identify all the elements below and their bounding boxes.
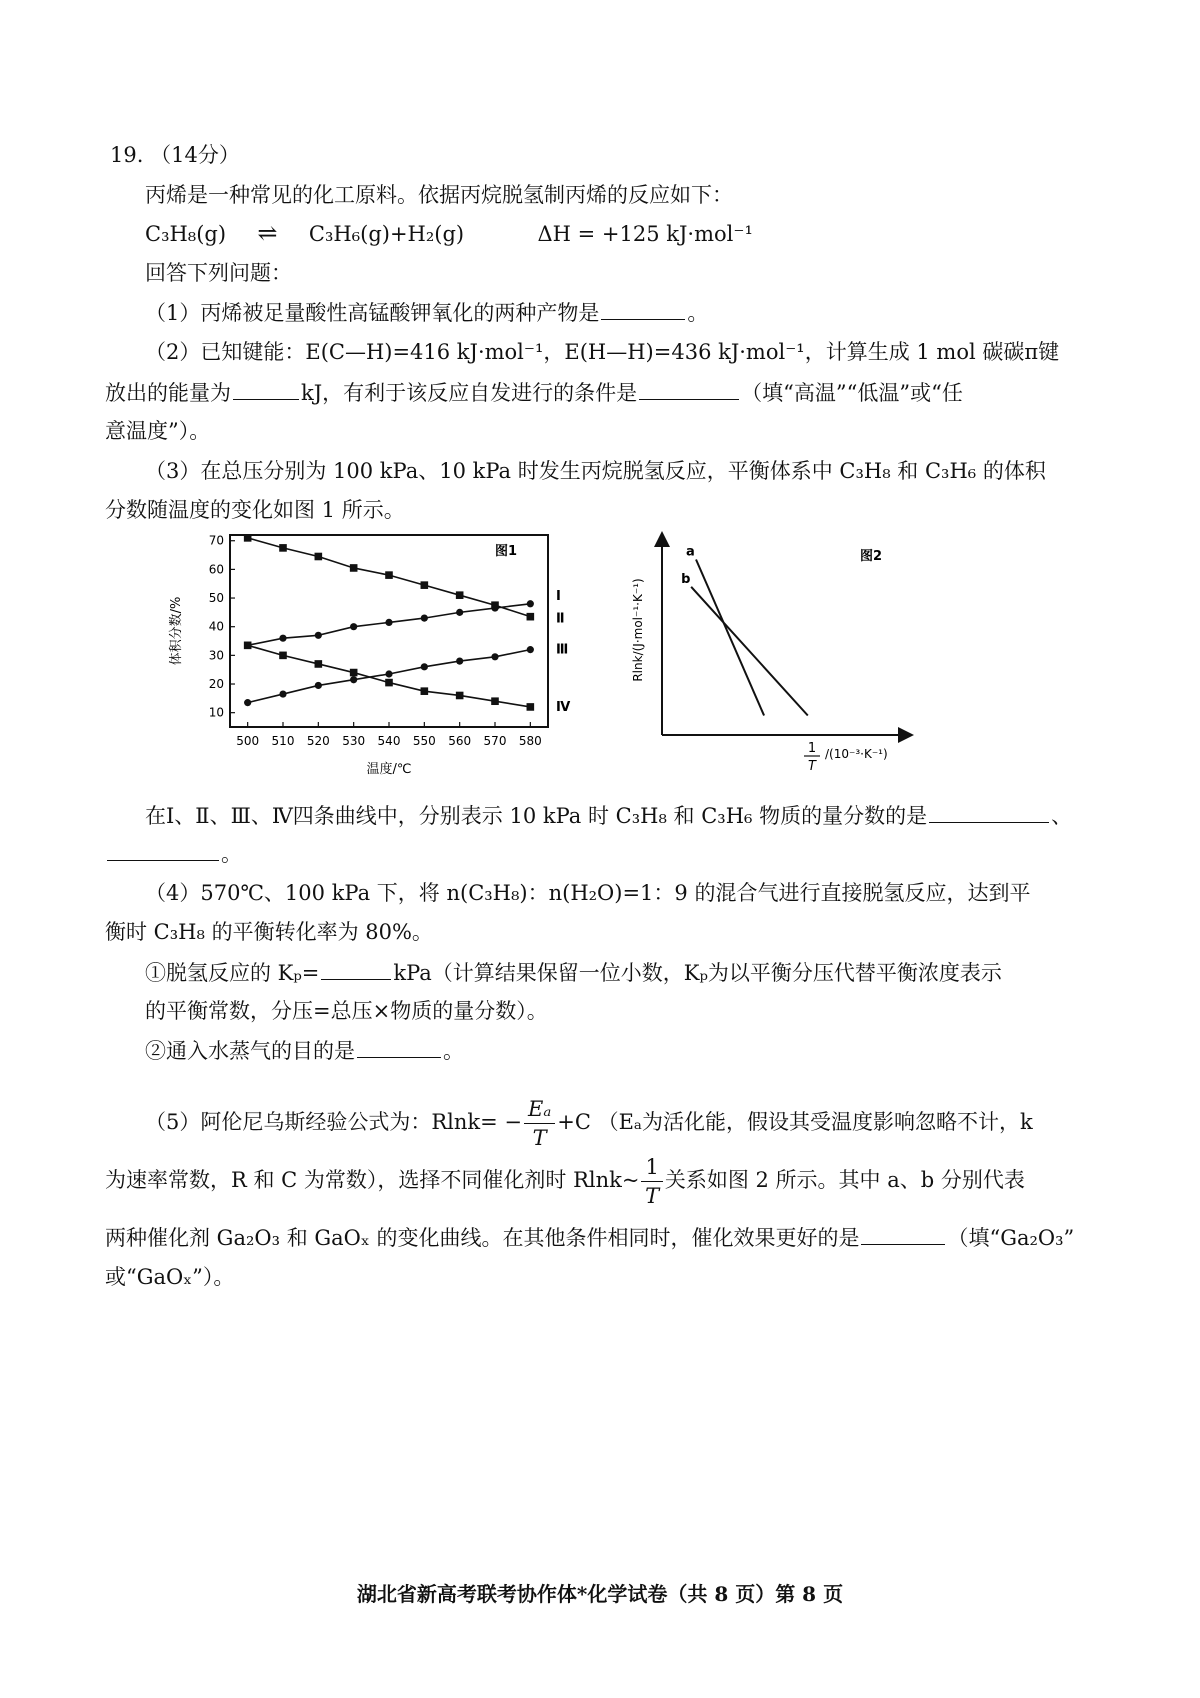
answer-blank-4b[interactable] bbox=[357, 1035, 441, 1058]
equation-left: C₃H₈(g) bbox=[145, 222, 227, 246]
answer-blank-4a[interactable] bbox=[321, 957, 391, 980]
figure-1-point bbox=[315, 682, 322, 689]
part-4-text-c1: ①脱氢反应的 Kₚ= bbox=[145, 961, 320, 985]
figure-2-series-line bbox=[696, 560, 764, 716]
figure-1-point bbox=[421, 687, 429, 695]
part-4-line-b: 衡时 C₃H₈ 的平衡转化率为 80%。 bbox=[105, 920, 433, 944]
figure-2-x-label-numerator: 1 bbox=[807, 741, 817, 756]
figure-1-y-tick-label: 50 bbox=[208, 591, 224, 606]
figure-2-series-line bbox=[691, 587, 808, 716]
figure-1-y-axis-label: 体积分数/% bbox=[169, 596, 184, 666]
figure-1-point bbox=[385, 670, 392, 677]
figure-1-point bbox=[315, 660, 323, 668]
equation-enthalpy: ΔH = +125 kJ·mol⁻¹ bbox=[537, 222, 753, 246]
part-1-end: 。 bbox=[687, 301, 709, 325]
figure-2-y-axis-label: Rlnk/(J·mol⁻¹·K⁻¹) bbox=[631, 578, 645, 682]
arrhenius-fraction bbox=[524, 1095, 555, 1152]
figure-1-x-tick-label: 550 bbox=[412, 734, 436, 748]
part-2-text-b1: 放出的能量为 bbox=[105, 381, 231, 405]
figure-1-y-tick-label: 30 bbox=[208, 648, 224, 663]
figure-1-y-tick-label: 40 bbox=[208, 619, 224, 634]
part-3-question-end: 。 bbox=[221, 842, 242, 866]
figure-1-chart bbox=[160, 525, 571, 785]
figure-1-x-tick-label: 520 bbox=[306, 734, 330, 748]
figure-1-series-label: Ⅰ bbox=[556, 588, 561, 604]
arrhenius-numerator: Eₐ bbox=[524, 1095, 555, 1124]
part-2-text-b2: kJ，有利于该反应自发进行的条件是 bbox=[301, 381, 638, 405]
figure-1-series-label: Ⅳ bbox=[556, 699, 571, 715]
question-number-text: 19. bbox=[110, 143, 144, 167]
figure-2-x-label-denominator: T bbox=[808, 759, 816, 774]
part-2-text-b3: （填“高温”“低温”或“任 bbox=[741, 381, 963, 405]
intro-text: 丙烯是一种常见的化工原料。依据丙烷脱氢制丙烯的反应如下： bbox=[145, 183, 733, 207]
figure-1-x-axis-label: 温度/℃ bbox=[366, 762, 412, 777]
figure-1-y-tick-label: 70 bbox=[208, 533, 224, 548]
part-5-text-b1: 为速率常数，R 和 C 为常数），选择不同催化剂时 Rlnk~ bbox=[105, 1168, 640, 1192]
part-3-line-a: （3）在总压分别为 100 kPa、10 kPa 时发生丙烷脱氢反应，平衡体系中 C₃H₈ 和 C₃H₆ 的体积 bbox=[145, 459, 1046, 483]
question-score: （14分） bbox=[150, 143, 240, 167]
part-3-question-line-a bbox=[145, 800, 1072, 831]
figure-1-point bbox=[527, 646, 534, 653]
figure-1-point bbox=[279, 635, 286, 642]
figure-1-point bbox=[350, 676, 357, 683]
figure-1-series-label: Ⅱ bbox=[556, 611, 565, 627]
figure-2-x-label-unit: /(10⁻³·K⁻¹) bbox=[825, 747, 888, 761]
figure-1-point bbox=[315, 632, 322, 639]
inverse-t-denominator: T bbox=[645, 1184, 660, 1208]
part-5-line-a bbox=[145, 1092, 1033, 1152]
figure-2-series-label: a bbox=[686, 544, 695, 560]
part-4-text-e: ②通入水蒸气的目的是 bbox=[145, 1039, 355, 1063]
figure-1-y-tick-label: 10 bbox=[208, 705, 224, 720]
inverse-t-numerator: 1 bbox=[641, 1153, 662, 1182]
figure-1-point bbox=[385, 619, 392, 626]
part-5-line-b bbox=[105, 1150, 1025, 1210]
part-3-line-b: 分数随温度的变化如图 1 所示。 bbox=[105, 498, 405, 522]
part-5-line-d: 或“GaOₓ”）。 bbox=[105, 1265, 235, 1289]
figure-1-point bbox=[385, 571, 393, 579]
figure-2-series-label: b bbox=[681, 571, 691, 587]
part-5-text-c2: （填“Ga₂O₃” bbox=[947, 1226, 1075, 1250]
figure-1-point bbox=[527, 600, 534, 607]
part-5-text-a2: +C （Eₐ为活化能，假设其受温度影响忽略不计，k bbox=[557, 1110, 1033, 1134]
equilibrium-arrow-icon: ⇌ bbox=[257, 219, 278, 247]
part-5-text-b2: 关系如图 2 所示。其中 a、b 分别代表 bbox=[664, 1168, 1025, 1192]
figure-1-point bbox=[244, 699, 251, 706]
answer-blank-3b[interactable] bbox=[107, 838, 219, 861]
figure-1-title: 图1 bbox=[495, 544, 518, 559]
part-4-line-e bbox=[145, 1035, 464, 1066]
question-number bbox=[110, 140, 240, 170]
figure-2-title: 图2 bbox=[860, 549, 883, 564]
figure-1-point bbox=[244, 642, 252, 650]
answer-blank-3a[interactable] bbox=[929, 800, 1049, 823]
part-2-line-c: 意温度”）。 bbox=[105, 419, 211, 443]
answer-blank-2a[interactable] bbox=[233, 377, 299, 400]
part-1-text: （1）丙烯被足量酸性高锰酸钾氧化的两种产物是 bbox=[145, 301, 600, 325]
figure-1-point bbox=[279, 652, 287, 660]
figure-1-point bbox=[456, 692, 464, 700]
part-4-line-c bbox=[145, 957, 1002, 988]
figure-1-point bbox=[315, 553, 323, 561]
part-4-line-d: 的平衡常数，分压=总压×物质的量分数）。 bbox=[145, 999, 548, 1023]
part-2-line-b bbox=[105, 377, 963, 408]
figure-1-series-label: Ⅲ bbox=[556, 642, 569, 658]
figure-1-point bbox=[456, 609, 463, 616]
part-5-text-a1: （5）阿伦尼乌斯经验公式为：Rlnk= − bbox=[145, 1110, 523, 1134]
part-4-line-a: （4）570℃、100 kPa 下，将 n(C₃H₈)：n(H₂O)=1：9 的混合气进行直接脱氢反应，达到平 bbox=[145, 881, 1031, 905]
figure-1-point bbox=[491, 697, 499, 705]
reaction-equation bbox=[145, 218, 753, 249]
equation-right: C₃H₆(g)+H₂(g) bbox=[308, 222, 465, 246]
figure-1-y-tick-label: 20 bbox=[208, 677, 224, 692]
figure-1-point bbox=[244, 534, 252, 542]
figure-1-x-tick-label: 510 bbox=[271, 734, 295, 748]
part-1 bbox=[145, 297, 708, 328]
figure-1-x-tick-label: 500 bbox=[236, 734, 260, 748]
figure-1-point bbox=[456, 591, 464, 599]
figure-1-point bbox=[350, 623, 357, 630]
answer-blank-5[interactable] bbox=[861, 1222, 945, 1245]
figure-1-point bbox=[279, 544, 287, 552]
figure-1-x-tick-label: 580 bbox=[518, 734, 542, 748]
figure-2-chart bbox=[620, 530, 920, 775]
figure-1-x-tick-label: 530 bbox=[342, 734, 366, 748]
figure-1-point bbox=[279, 690, 286, 697]
part-5-text-c1: 两种催化剂 Ga₂O₃ 和 GaOₓ 的变化曲线。在其他条件相同时，催化效果更好的是 bbox=[105, 1226, 860, 1250]
part-3-question-sep: 、 bbox=[1051, 804, 1073, 828]
figure-1-x-tick-label: 560 bbox=[448, 734, 472, 748]
figure-1-y-tick-label: 60 bbox=[208, 562, 224, 577]
figure-1-point bbox=[350, 564, 358, 572]
arrhenius-denominator: T bbox=[532, 1126, 547, 1150]
part-5-line-c bbox=[105, 1222, 1074, 1253]
answer-blank-2b[interactable] bbox=[639, 377, 739, 400]
part-3-question-line-b bbox=[105, 838, 242, 869]
part-4-text-e-end: 。 bbox=[443, 1039, 464, 1063]
answer-blank-1[interactable] bbox=[601, 297, 685, 320]
figure-1-point bbox=[527, 703, 535, 711]
page-footer: 湖北省新高考联考协作体*化学试卷（共 8 页）第 8 页 bbox=[356, 1582, 844, 1606]
part-3-question-text: 在Ⅰ、Ⅱ、Ⅲ、Ⅳ四条曲线中，分别表示 10 kPa 时 C₃H₈ 和 C₃H₆ 物质的量分数的是 bbox=[145, 804, 928, 828]
figure-1-point bbox=[456, 657, 463, 664]
figure-1-point bbox=[491, 653, 498, 660]
figure-1-point bbox=[421, 615, 428, 622]
answer-prompt: 回答下列问题： bbox=[145, 261, 292, 285]
figure-1-point bbox=[491, 601, 499, 609]
figure-1-point bbox=[421, 581, 429, 589]
figure-1-point bbox=[421, 663, 428, 670]
figure-1-point bbox=[527, 613, 535, 621]
part-4-text-c2: kPa（计算结果保留一位小数，Kₚ为以平衡分压代替平衡浓度表示 bbox=[393, 961, 1002, 985]
figure-1-point bbox=[350, 669, 358, 677]
part-2-line-a: （2）已知键能：E(C—H)=416 kJ·mol⁻¹，E(H—H)=436 kJ·mol⁻¹，计算生成 1 mol 碳碳π键 bbox=[145, 340, 1060, 364]
figure-1-point bbox=[385, 679, 393, 687]
figure-1-x-tick-label: 540 bbox=[377, 734, 401, 748]
figure-1-frame bbox=[230, 535, 548, 727]
figure-1-x-tick-label: 570 bbox=[483, 734, 507, 748]
inverse-temperature-fraction bbox=[641, 1153, 662, 1210]
